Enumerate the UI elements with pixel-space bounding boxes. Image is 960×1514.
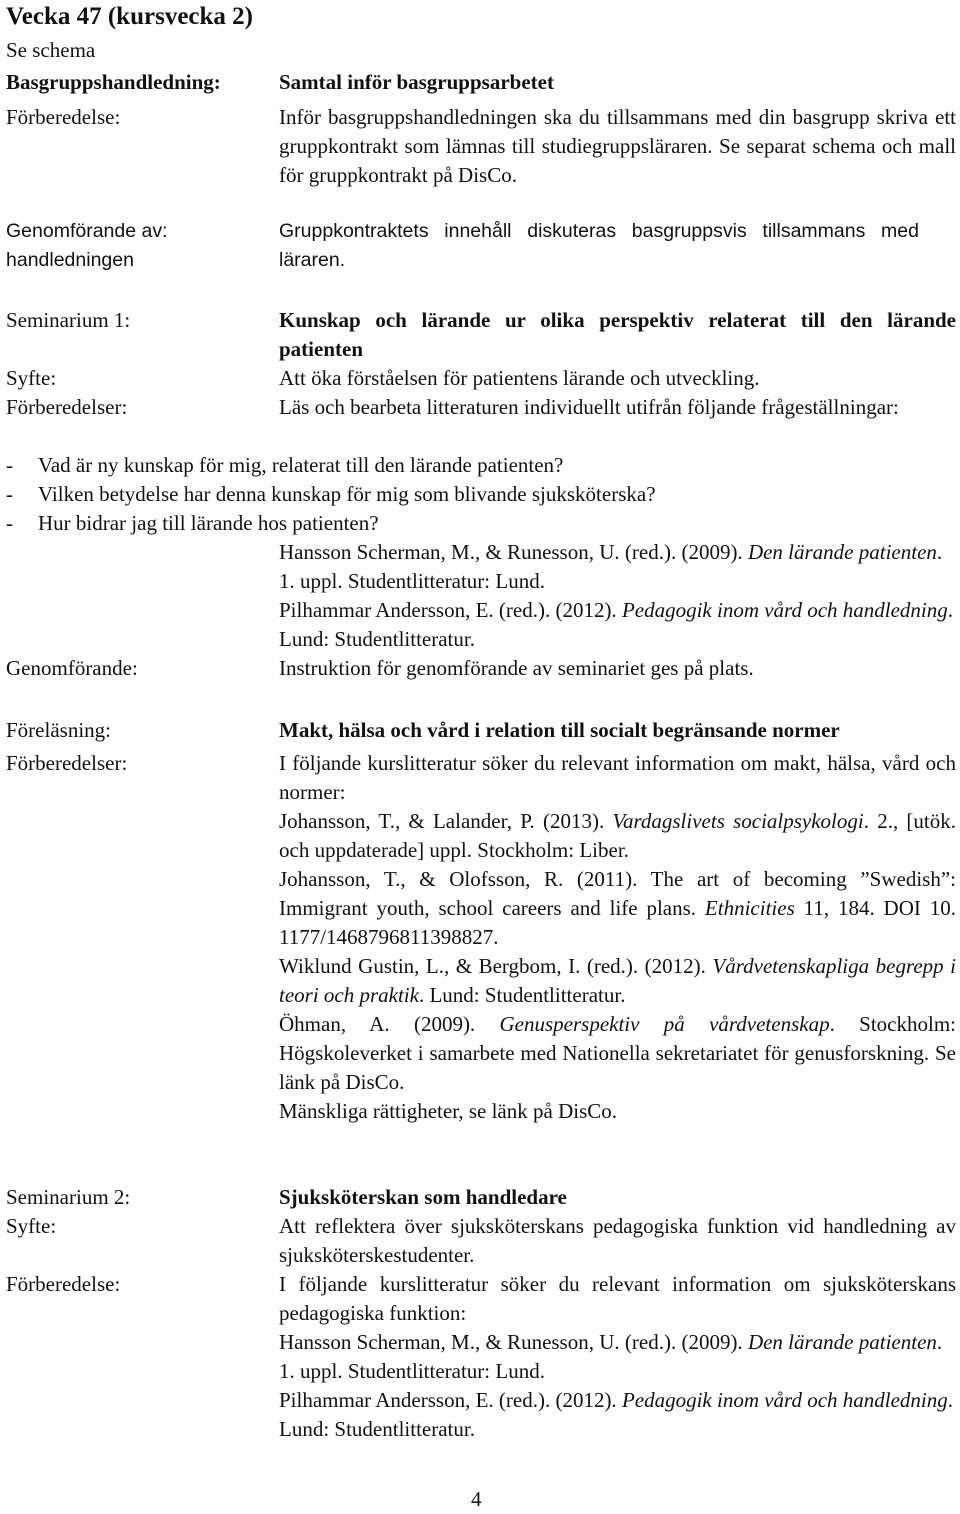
seminar2-prep bbox=[0, 1270, 960, 1444]
reference: Pilhammar Andersson, E. (red.). (2012). Pedagogik inom vård och handledning. Lund: Studentlitteratur. bbox=[279, 1388, 954, 1441]
basgrupp-prep-text: Inför basgruppshandledningen ska du tillsammans med din basgrupp skriva ett gruppkontrakt som lämnas till studiegruppsläraren. Se separat schema och mall för gruppkontrakt på DisCo. bbox=[279, 105, 956, 187]
lecture-prep-label: Förberedelser: bbox=[6, 751, 128, 775]
seminar2-label: Seminarium 2: bbox=[6, 1185, 131, 1209]
seminar1-purpose-text: Att öka förståelsen för patientens lärande och utveckling. bbox=[279, 366, 760, 390]
seminar1-questions bbox=[0, 451, 960, 538]
seminar2-purpose-text: Att reflektera över sjuksköterskans pedagogiska funktion vid handledning av sjuksköterskestudenter. bbox=[279, 1214, 956, 1267]
reference: Wiklund Gustin, L., & Bergbom, I. (red.). (2012). Vårdvetenskapliga begrepp i teori och praktik. Lund: Studentlitteratur. bbox=[279, 954, 956, 1007]
reference: Hansson Scherman, M., & Runesson, U. (red.). (2009). Den lärande patienten. 1. uppl. Studentlitteratur: Lund. bbox=[279, 1330, 943, 1383]
seminar1-exec-label: Genomförande: bbox=[6, 656, 138, 680]
seminar1-heading: Kunskap och lärande ur olika perspektiv relaterat till den lärande patienten bbox=[279, 308, 956, 361]
page-title: Vecka 47 (kursvecka 2) bbox=[6, 3, 253, 30]
seminar2-prep-text: I följande kurslitteratur söker du relevant information om sjuksköterskans pedagogiska funktion: bbox=[279, 1272, 956, 1325]
seminar1-refs bbox=[0, 538, 960, 654]
basgrupp-prep-label: Förberedelse: bbox=[6, 105, 121, 129]
list-item: - Vad är ny kunskap för mig, relaterat till den lärande patienten? bbox=[6, 453, 564, 477]
seminar1-prep-label: Förberedelser: bbox=[6, 395, 128, 419]
page-number: 4 bbox=[471, 1487, 482, 1511]
basgrupp-exec-text: Gruppkontraktets innehåll diskuteras basgruppsvis tillsammans med läraren. bbox=[279, 220, 919, 271]
basgrupp-heading: Samtal inför basgruppsarbetet bbox=[279, 70, 554, 94]
lecture-heading: Makt, hälsa och vård i relation till socialt begränsande normer bbox=[279, 718, 840, 742]
reference: Mänskliga rättigheter, se länk på DisCo. bbox=[279, 1099, 617, 1123]
basgrupp-exec-label-1: Genomförande av: bbox=[6, 220, 168, 242]
seminar2-heading: Sjuksköterskan som handledare bbox=[279, 1185, 567, 1209]
basgrupp-exec-label-2: handledningen bbox=[6, 249, 134, 271]
list-item: - Vilken betydelse har denna kunskap för mig som blivande sjuksköterska? bbox=[6, 482, 656, 506]
seminar2-purpose-label: Syfte: bbox=[6, 1214, 57, 1238]
seminar1-exec-text: Instruktion för genomförande av seminariet ges på plats. bbox=[279, 656, 754, 680]
reference: Hansson Scherman, M., & Runesson, U. (red.). (2009). Den lärande patienten. 1. uppl. Studentlitteratur: Lund. bbox=[279, 540, 943, 593]
seminar1-label: Seminarium 1: bbox=[6, 308, 131, 332]
lecture-prep-text: I följande kurslitteratur söker du relevant information om makt, hälsa, vård och normer: bbox=[279, 751, 956, 804]
reference: Johansson, T., & Olofsson, R. (2011). The art of becoming ”Swedish”: Immigrant youth, school careers and life plans. Ethnicities 11, 184. DOI 10. 1177/1468796811398827. bbox=[279, 867, 956, 949]
list-item: - Hur bidrar jag till lärande hos patienten? bbox=[6, 511, 379, 535]
lecture-label: Föreläsning: bbox=[6, 718, 111, 742]
reference: Pilhammar Andersson, E. (red.). (2012). Pedagogik inom vård och handledning. Lund: Studentlitteratur. bbox=[279, 598, 954, 651]
reference: Johansson, T., & Lalander, P. (2013). Vardagslivets socialpsykologi. 2., [utök. och uppdaterade] uppl. Stockholm: Liber. bbox=[279, 809, 956, 862]
lecture-prep bbox=[0, 749, 960, 1126]
seminar2-prep-label: Förberedelse: bbox=[6, 1272, 121, 1296]
seminar1-purpose-label: Syfte: bbox=[6, 366, 57, 390]
schedule-link[interactable]: Se schema bbox=[6, 38, 96, 62]
reference: Öhman, A. (2009). Genusperspektiv på vårdvetenskap. Stockholm: Högskoleverket i samarbete med Nationella sekretariatet för genusforskning. Se länk på DisCo. bbox=[279, 1012, 956, 1094]
basgrupp-label: Basgruppshandledning: bbox=[6, 70, 221, 94]
seminar1-prep-text: Läs och bearbeta litteraturen individuellt utifrån följande frågeställningar: bbox=[279, 395, 899, 419]
